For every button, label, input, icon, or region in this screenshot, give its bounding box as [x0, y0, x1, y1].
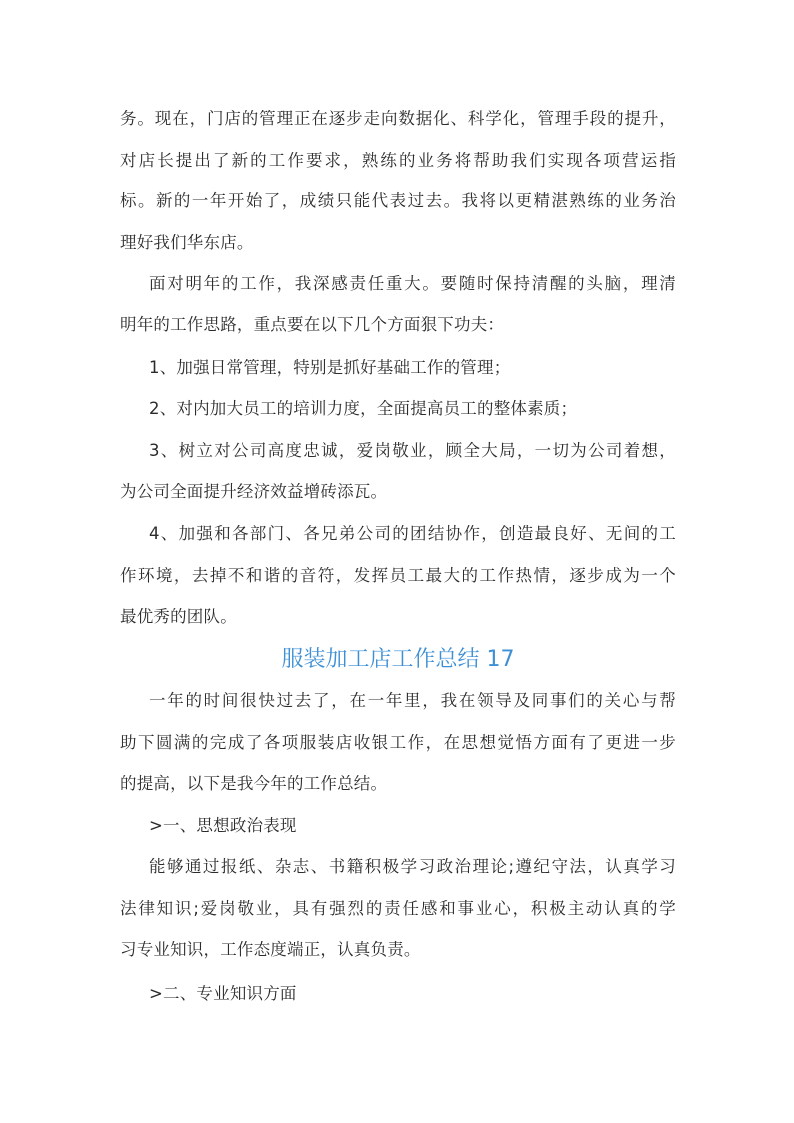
- paragraph-line: 一年的时间很快过去了，在一年里，我在领导及同事们的关心与帮: [149, 691, 676, 710]
- subheading: >二、专业知识方面: [149, 984, 297, 1003]
- paragraph-line: 对店长提出了新的工作要求，熟练的业务将帮助我们实现各项营运指: [120, 151, 676, 170]
- list-item-line: 2、对内加大员工的培训力度，全面提高员工的整体素质；: [149, 399, 578, 418]
- paragraph-line: 明年的工作思路，重点要在以下几个方面狠下功夫：: [120, 315, 505, 334]
- paragraph-line: 的提高，以下是我今年的工作总结。: [120, 774, 388, 793]
- subheading: >一、思想政治表现: [149, 816, 297, 835]
- paragraph-line: 能够通过报纸、杂志、书籍积极学习政治理论;遵纪守法，认真学习: [149, 857, 676, 876]
- paragraph-line: 法律知识;爱岗敬业，具有强烈的责任感和事业心，积极主动认真的学: [120, 899, 676, 918]
- paragraph-line: 务。现在，门店的管理正在逐步走向数据化、科学化，管理手段的提升，: [120, 109, 676, 128]
- paragraph-line: 习专业知识，工作态度端正，认真负责。: [120, 940, 421, 959]
- section-title: 服装加工店工作总结 17: [281, 647, 515, 672]
- list-item-line: 作环境，去掉不和谐的音符，发挥员工最大的工作热情，逐步成为一个: [120, 566, 676, 585]
- list-item-line: 最优秀的团队。: [120, 607, 237, 626]
- list-item-line: 3、树立对公司高度忠诚，爱岗敬业，顾全大局，一切为公司着想，: [149, 441, 676, 460]
- list-item-line: 为公司全面提升经济效益增砖添瓦。: [120, 482, 388, 501]
- paragraph-line: 标。新的一年开始了，成绩只能代表过去。我将以更精湛熟练的业务治: [120, 191, 676, 210]
- paragraph-line: 理好我们华东店。: [120, 233, 254, 252]
- paragraph-line: 面对明年的工作，我深感责任重大。要随时保持清醒的头脑，理清: [149, 274, 676, 293]
- list-item-line: 4、加强和各部门、各兄弟公司的团结协作，创造最良好、无间的工: [149, 524, 676, 543]
- paragraph-line: 助下圆满的完成了各项服装店收银工作，在思想觉悟方面有了更进一步: [120, 733, 676, 752]
- list-item-line: 1、加强日常管理，特别是抓好基础工作的管理；: [149, 358, 511, 377]
